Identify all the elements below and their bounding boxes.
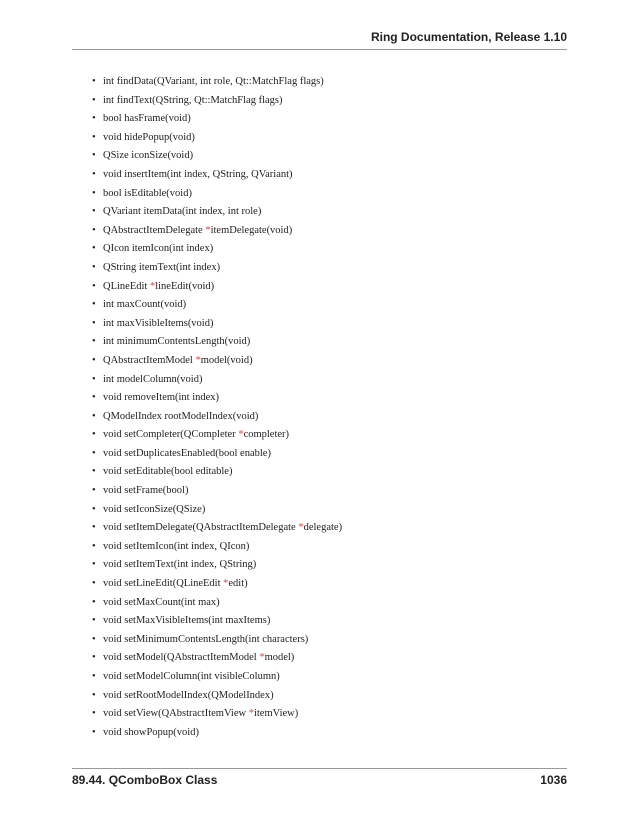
bullet-icon: • — [92, 299, 96, 311]
bullet-icon: • — [92, 466, 96, 478]
bullet-icon: • — [92, 671, 96, 682]
method-signature: void setItemText(int index, QString) — [103, 559, 257, 571]
pointer-asterisk: * — [298, 522, 304, 534]
method-list-item — [92, 353, 572, 372]
method-list-item — [92, 669, 572, 688]
bullet-icon: • — [92, 559, 96, 571]
bullet-icon: • — [92, 354, 96, 366]
method-signature-rest: model(void) — [200, 354, 253, 366]
method-signature: bool isEditable(void) — [103, 187, 192, 199]
method-signature-rest: itemView) — [253, 708, 299, 720]
bullet-icon: • — [92, 726, 96, 738]
method-list-item — [92, 297, 572, 316]
method-signature: void insertItem(int index, QString, QVariant) — [103, 168, 293, 180]
method-signature: void setLineEdit(QLineEdit — [103, 578, 224, 590]
bullet-icon: • — [92, 410, 96, 422]
pointer-asterisk: * — [238, 429, 244, 441]
method-list-item — [92, 111, 572, 130]
method-signature: int findText(QString, Qt::MatchFlag flags) — [103, 94, 283, 106]
method-list-item — [92, 688, 572, 707]
bullet-icon: • — [92, 652, 96, 664]
method-list-item — [92, 464, 572, 483]
bullet-icon: • — [92, 131, 96, 143]
method-list-item — [92, 93, 572, 112]
bullet-icon: • — [92, 522, 96, 534]
method-signature: void setIconSize(QSize) — [103, 503, 206, 515]
bullet-icon: • — [92, 206, 96, 218]
method-signature-rest: model) — [264, 652, 295, 664]
bullet-icon: • — [92, 317, 96, 329]
bullet-icon: • — [92, 429, 96, 441]
method-signature: void setCompleter(QCompleter — [103, 429, 239, 441]
bullet-icon: • — [92, 280, 96, 292]
method-signature: void setItemIcon(int index, QIcon) — [103, 540, 250, 552]
bullet-icon: • — [92, 503, 96, 515]
pointer-asterisk: * — [223, 578, 229, 590]
method-signature: void setMaxCount(int max) — [103, 596, 220, 608]
footer-page-number: 1036 — [540, 773, 567, 787]
method-list-item — [92, 204, 572, 223]
method-list-item — [92, 539, 572, 558]
method-signature: void setMaxVisibleItems(int maxItems) — [103, 615, 271, 627]
method-list-item — [92, 316, 572, 335]
method-signature: void setDuplicatesEnabled(bool enable) — [103, 447, 271, 459]
method-list-item — [92, 241, 572, 260]
pointer-asterisk: * — [205, 224, 211, 236]
method-signature: int maxCount(void) — [103, 299, 187, 311]
method-list-item — [92, 446, 572, 465]
method-list-item — [92, 130, 572, 149]
bullet-icon: • — [92, 485, 96, 497]
header-divider — [72, 49, 567, 50]
method-signature: QVariant itemData(int index, int role) — [103, 206, 262, 218]
bullet-icon: • — [92, 76, 96, 87]
method-list-item — [92, 167, 572, 186]
method-list-item — [92, 483, 572, 502]
method-list-item — [92, 260, 572, 279]
method-list-item — [92, 520, 572, 539]
method-signature: QIcon itemIcon(int index) — [103, 243, 214, 255]
bullet-icon: • — [92, 447, 96, 459]
method-signature: void setMinimumContentsLength(int characters) — [103, 633, 309, 645]
pointer-asterisk: * — [248, 708, 254, 720]
bullet-icon: • — [92, 243, 96, 255]
method-signature: int modelColumn(void) — [103, 373, 203, 385]
method-list-item — [92, 279, 572, 298]
method-signature: bool hasFrame(void) — [103, 113, 191, 125]
method-list-item — [92, 223, 572, 242]
bullet-icon: • — [92, 168, 96, 180]
bullet-icon: • — [92, 540, 96, 552]
pointer-asterisk: * — [259, 652, 265, 664]
method-signature-rest: edit) — [228, 578, 248, 590]
method-list-item — [92, 74, 572, 93]
method-signature: int minimumContentsLength(void) — [103, 336, 251, 348]
method-list-item — [92, 390, 572, 409]
method-list-item — [92, 148, 572, 167]
pointer-asterisk: * — [149, 280, 156, 292]
bullet-icon: • — [92, 615, 96, 627]
footer-section-title: 89.44. QComboBox Class — [72, 773, 218, 787]
method-signature: QAbstractItemDelegate — [103, 224, 206, 236]
bullet-icon: • — [92, 689, 96, 701]
method-list-item — [92, 186, 572, 205]
method-signature: void setItemDelegate(QAbstractItemDelegate — [103, 522, 299, 534]
method-list-item — [92, 372, 572, 391]
method-list-item — [92, 334, 572, 353]
bullet-icon: • — [92, 187, 96, 199]
method-list-item — [92, 409, 572, 428]
bullet-icon: • — [92, 578, 96, 590]
method-signature: void setModel(QAbstractItemModel — [103, 652, 260, 664]
method-list-item — [92, 650, 572, 669]
method-signature: QAbstractItemModel — [103, 354, 196, 366]
footer-divider — [72, 768, 567, 769]
method-signature: void setEditable(bool editable) — [103, 466, 233, 478]
method-list — [92, 74, 572, 743]
method-signature: QModelIndex rootModelIndex(void) — [103, 410, 259, 422]
method-signature: void hidePopup(void) — [103, 131, 195, 143]
pointer-asterisk: * — [195, 354, 201, 366]
method-signature: void setRootModelIndex(QModelIndex) — [103, 689, 274, 701]
method-list-item — [92, 632, 572, 651]
method-list-item — [92, 576, 572, 595]
page-header-title: Ring Documentation, Release 1.10 — [370, 30, 567, 44]
bullet-icon: • — [92, 373, 96, 385]
bullet-icon: • — [92, 392, 96, 404]
method-signature-rest: delegate) — [303, 522, 343, 534]
method-list-item — [92, 427, 572, 446]
method-signature: QLineEdit — [103, 280, 150, 292]
method-signature: void setView(QAbstractItemView — [103, 708, 249, 720]
bullet-icon: • — [92, 224, 96, 236]
method-signature: void removeItem(int index) — [103, 392, 220, 404]
bullet-icon: • — [92, 94, 96, 106]
method-signature-rest: completer) — [243, 429, 290, 441]
method-list-item — [92, 613, 572, 632]
method-list-item — [92, 706, 572, 725]
method-list-item — [92, 557, 572, 576]
bullet-icon: • — [92, 708, 96, 720]
bullet-icon: • — [92, 633, 96, 645]
bullet-icon: • — [92, 113, 96, 125]
method-signature: QString itemText(int index) — [103, 261, 221, 273]
method-signature-rest: lineEdit(void) — [155, 280, 215, 292]
method-list-item — [92, 725, 572, 744]
bullet-icon: • — [92, 336, 96, 348]
bullet-icon: • — [92, 596, 96, 608]
method-signature: void setFrame(bool) — [103, 485, 189, 497]
method-signature: int findData(QVariant, int role, Qt::MatchFlag flags) — [103, 76, 324, 87]
method-list-item — [92, 502, 572, 521]
method-signature: void showPopup(void) — [103, 726, 199, 738]
method-list-item — [92, 595, 572, 614]
method-signature: int maxVisibleItems(void) — [103, 317, 214, 329]
bullet-icon: • — [92, 261, 96, 273]
bullet-icon: • — [92, 150, 96, 162]
method-signature: QSize iconSize(void) — [103, 150, 194, 162]
method-signature-rest: itemDelegate(void) — [210, 224, 293, 236]
method-signature: void setModelColumn(int visibleColumn) — [103, 671, 280, 682]
